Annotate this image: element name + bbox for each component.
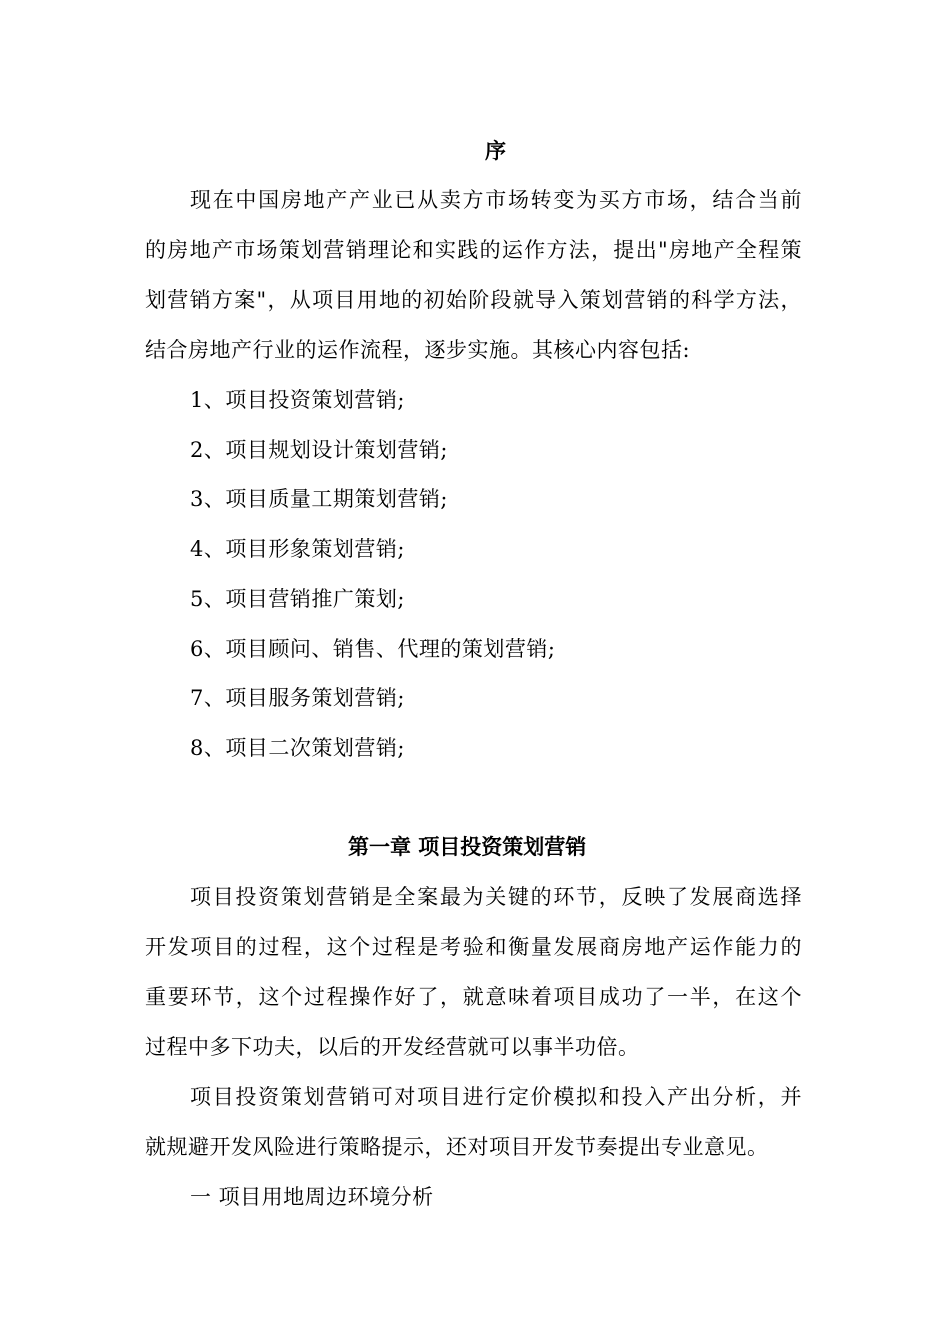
preface-list-item: 3、项目质量工期策划营销; xyxy=(190,487,448,511)
preface-list-item: 8、项目二次策划营销; xyxy=(190,736,405,760)
chapter-paragraph-line: 项目投资策划营销是全案最为关键的环节，反映了发展商选择 xyxy=(190,885,802,909)
preface-list-item: 1、项目投资策划营销; xyxy=(190,388,405,412)
chapter-paragraph-line: 项目投资策划营销可对项目进行定价模拟和投入产出分析，并 xyxy=(190,1085,802,1109)
preface-title: 序 xyxy=(485,138,506,163)
preface-list-item: 4、项目形象策划营销; xyxy=(190,537,405,561)
chapter-paragraph-line: 过程中多下功夫，以后的开发经营就可以事半功倍。 xyxy=(145,1035,640,1059)
section-heading: 一 项目用地周边环境分析 xyxy=(190,1185,434,1209)
preface-paragraph-line: 划营销方案"，从项目用地的初始阶段就导入策划营销的科学方法， xyxy=(145,288,802,312)
preface-list-item: 7、项目服务策划营销; xyxy=(190,686,405,710)
chapter-paragraph-line: 重要环节，这个过程操作好了，就意味着项目成功了一半，在这个 xyxy=(145,985,802,1009)
preface-paragraph-line: 的房地产市场策划营销理论和实践的运作方法，提出"房地产全程策 xyxy=(145,238,802,262)
chapter-title: 第一章 项目投资策划营销 xyxy=(348,834,587,859)
preface-list-item: 2、项目规划设计策划营销; xyxy=(190,438,448,462)
chapter-paragraph-line: 就规避开发风险进行策略提示，还对项目开发节奏提出专业意见。 xyxy=(145,1135,769,1159)
chapter-paragraph-line: 开发项目的过程，这个过程是考验和衡量发展商房地产运作能力的 xyxy=(145,935,802,959)
preface-list-item: 6、项目顾问、销售、代理的策划营销; xyxy=(190,637,556,661)
preface-list-item: 5、项目营销推广策划; xyxy=(190,587,405,611)
preface-paragraph-line: 现在中国房地产产业已从卖方市场转变为买方市场，结合当前 xyxy=(190,188,802,212)
preface-paragraph-line: 结合房地产行业的运作流程，逐步实施。其核心内容包括: xyxy=(145,338,691,362)
